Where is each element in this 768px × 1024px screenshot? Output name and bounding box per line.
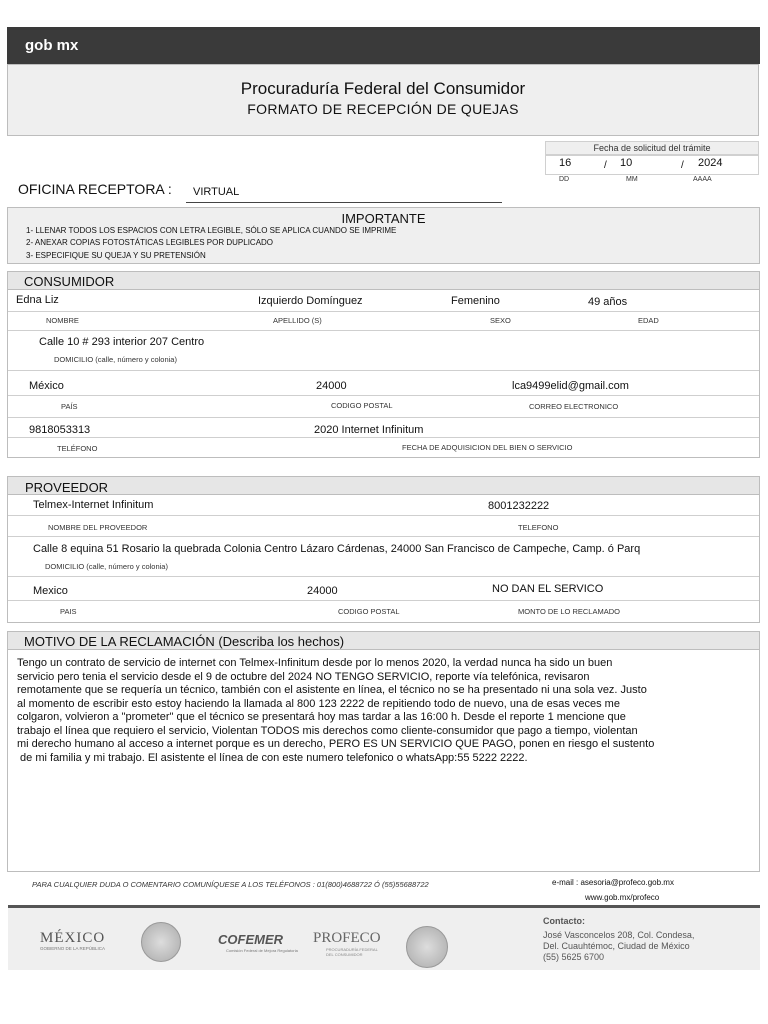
divider xyxy=(8,576,759,577)
proveedor-cp[interactable]: 24000 xyxy=(307,585,338,597)
divider xyxy=(8,417,759,418)
importante-item-2: 2- ANEXAR COPIAS FOTOSTÁTICAS LEGIBLES POR DUPLICADO xyxy=(26,238,274,247)
contacto-line: Del. Cuauhtémoc, Ciudad de México xyxy=(543,941,690,951)
divider xyxy=(8,437,759,438)
motivo-heading-sub: (Describa los hechos) xyxy=(218,634,345,649)
motivo-textarea[interactable] xyxy=(17,657,740,777)
label-proveedor-pais: PAIS xyxy=(60,607,77,616)
label-proveedor-telefono: TELEFONO xyxy=(518,523,559,532)
fecha-dd[interactable]: 16 xyxy=(559,157,572,169)
seal-icon xyxy=(406,926,448,968)
fecha-box xyxy=(545,141,759,175)
consumidor-correo[interactable]: lca9499elid@gmail.com xyxy=(512,380,629,392)
fecha-row xyxy=(545,155,759,175)
motivo-line: trabajo el línea que requiero el servicio, Violentan TODOS mis derechos como cliente-consumidor que pago a tiempo, violentan xyxy=(17,724,638,737)
consumidor-cp[interactable]: 24000 xyxy=(316,380,347,392)
cofemer-logo-sub: Comisión Federal de Mejora Regulatoria xyxy=(226,948,298,953)
logos-bar xyxy=(8,905,760,970)
consumidor-heading: CONSUMIDOR xyxy=(7,271,760,290)
motivo-heading xyxy=(7,631,760,650)
contacto-line: (55) 5625 6700 xyxy=(543,952,605,962)
motivo-line: colgaron, volvieron a "prometer" que el técnico se presentará hoy mas tardar a las 16:00 h. Desde el reporte 1 mencione que xyxy=(17,711,626,723)
divider xyxy=(8,600,759,601)
fecha-heading: Fecha de solicitud del trámite xyxy=(545,141,759,155)
proveedor-monto[interactable]: NO DAN EL SERVICO xyxy=(492,583,604,595)
label-apellido: APELLIDO (S) xyxy=(273,316,322,325)
label-fecha-adq: FECHA DE ADQUISICION DEL BIEN O SERVICIO xyxy=(402,443,573,452)
divider xyxy=(8,515,759,516)
divider xyxy=(8,330,759,331)
fecha-label-aaaa: AAAA xyxy=(693,176,712,183)
label-proveedor-cp: CODIGO POSTAL xyxy=(338,607,400,616)
fecha-label-dd: DD xyxy=(559,176,570,183)
divider xyxy=(8,395,759,396)
motivo-line: Tengo un contrato de servicio de internet con Telmex-Infinitum desde por lo menos 2020, la verdad nunca ha sido un buen xyxy=(17,657,613,669)
consumidor-fecha-adq[interactable]: 2020 Internet Infinitum xyxy=(314,424,424,436)
divider xyxy=(8,370,759,371)
label-correo: CORREO ELECTRONICO xyxy=(529,402,619,411)
footer-web[interactable]: www.gob.mx/profeco xyxy=(585,893,660,902)
motivo-line: al momento de escribir esto estoy haciendo la llamada al 800 123 2222 de repitiendo todo de nuevo, una de esas veces me xyxy=(17,697,620,710)
proveedor-telefono[interactable]: 8001232222 xyxy=(488,500,550,512)
label-cp: CODIGO POSTAL xyxy=(331,401,393,410)
label-proveedor-domicilio: DOMICILIO (calle, número y colonia) xyxy=(45,562,168,571)
motivo-line: servicio pero tenia el servicio desde el 9 de octubre del 2024 NO TENGO SERVICIO, reporte vía telefónica, revisaron xyxy=(17,670,590,683)
proveedor-pais[interactable]: Mexico xyxy=(33,585,68,597)
mexico-logo: MÉXICO xyxy=(40,930,106,946)
label-telefono: TELÉFONO xyxy=(57,444,98,453)
mexico-logo-sub: GOBIERNO DE LA REPÚBLICA xyxy=(40,946,106,951)
fecha-label-mm: MM xyxy=(626,176,638,183)
proveedor-domicilio[interactable]: Calle 8 equina 51 Rosario la quebrada Colonia Centro Lázaro Cárdenas, 24000 San Francisco de Campeche, Camp. ó Parq xyxy=(33,543,641,555)
motivo-heading-main: MOTIVO DE LA RECLAMACIÓN xyxy=(24,634,215,649)
importante-title: IMPORTANTE xyxy=(341,211,426,226)
consumidor-apellido[interactable]: Izquierdo Domínguez xyxy=(258,295,363,307)
motivo-line: remotamente que se requería un técnico, también con el asistente en línea, el técnico no se ha presentado ni una sola vez. Justo xyxy=(17,684,647,696)
consumidor-edad[interactable]: 49 años xyxy=(588,296,628,308)
oficina-value[interactable]: VIRTUAL xyxy=(193,186,240,198)
page-subtitle: FORMATO DE RECEPCIÓN DE QUEJAS xyxy=(247,101,519,117)
importante-item-1: 1- LLENAR TODOS LOS ESPACIOS CON LETRA LEGIBLE, SÓLO SE APLICA CUANDO SE IMPRIME xyxy=(26,226,397,235)
fecha-sep-2: / xyxy=(681,160,684,171)
consumidor-sexo[interactable]: Femenino xyxy=(451,295,500,307)
label-edad: EDAD xyxy=(638,316,659,325)
cofemer-logo: COFEMER xyxy=(218,932,283,947)
contacto-line: José Vasconcelos 208, Col. Condesa, xyxy=(543,930,695,940)
title-box xyxy=(7,64,759,136)
footer-dudas: PARA CUALQUIER DUDA O COMENTARIO COMUNÍQUESE A LOS TELÉFONOS : 01(800)4688722 Ó (55)55688722 xyxy=(32,880,429,889)
importante-box xyxy=(7,207,760,264)
seal-icon xyxy=(141,922,181,962)
proveedor-heading: PROVEEDOR xyxy=(7,476,760,495)
motivo-line: mi derecho humano al acceso a internet porque es un derecho, PERO ES UN SERVICIO QUE PAGO, ponen en riesgo el sustento xyxy=(17,738,655,750)
profeco-logo-sub: PROCURADURÍA FEDERAL DEL CONSUMIDOR xyxy=(326,947,378,957)
oficina-underline xyxy=(186,202,502,203)
importante-item-3: 3- ESPECIFIQUE SU QUEJA Y SU PRETENSIÓN xyxy=(26,251,206,260)
proveedor-nombre[interactable]: Telmex-Internet Infinitum xyxy=(33,499,154,511)
contacto-title: Contacto: xyxy=(543,916,585,926)
label-proveedor-nombre: NOMBRE DEL PROVEEDOR xyxy=(48,523,148,532)
divider xyxy=(8,536,759,537)
fecha-sep-1: / xyxy=(604,160,607,171)
label-proveedor-monto: MONTO DE LO RECLAMADO xyxy=(518,607,620,616)
label-sexo: SEXO xyxy=(490,316,511,325)
oficina-label: OFICINA RECEPTORA : xyxy=(18,181,172,197)
consumidor-pais[interactable]: México xyxy=(29,380,64,392)
profeco-logo: PROFECO xyxy=(313,930,381,946)
brand-logo: gob mx xyxy=(25,37,79,54)
consumidor-domicilio[interactable]: Calle 10 # 293 interior 207 Centro xyxy=(39,336,205,348)
consumidor-telefono[interactable]: 9818053313 xyxy=(29,424,91,436)
consumidor-nombre[interactable]: Edna Liz xyxy=(16,294,59,306)
label-nombre: NOMBRE xyxy=(46,316,79,325)
page-title: Procuraduría Federal del Consumidor xyxy=(240,79,526,98)
footer-email[interactable]: e-mail : asesoria@profeco.gob.mx xyxy=(552,878,674,887)
fecha-aaaa[interactable]: 2024 xyxy=(698,157,723,169)
label-domicilio: DOMICILIO (calle, número y colonia) xyxy=(54,355,177,364)
motivo-line: de mi familia y mi trabajo. El asistente el línea de con este numero telefonico o whatsApp:55 5222 2222. xyxy=(17,751,528,764)
divider xyxy=(8,311,759,312)
fecha-mm[interactable]: 10 xyxy=(620,157,633,169)
label-pais: PAÍS xyxy=(61,402,78,411)
top-bar xyxy=(7,27,760,64)
